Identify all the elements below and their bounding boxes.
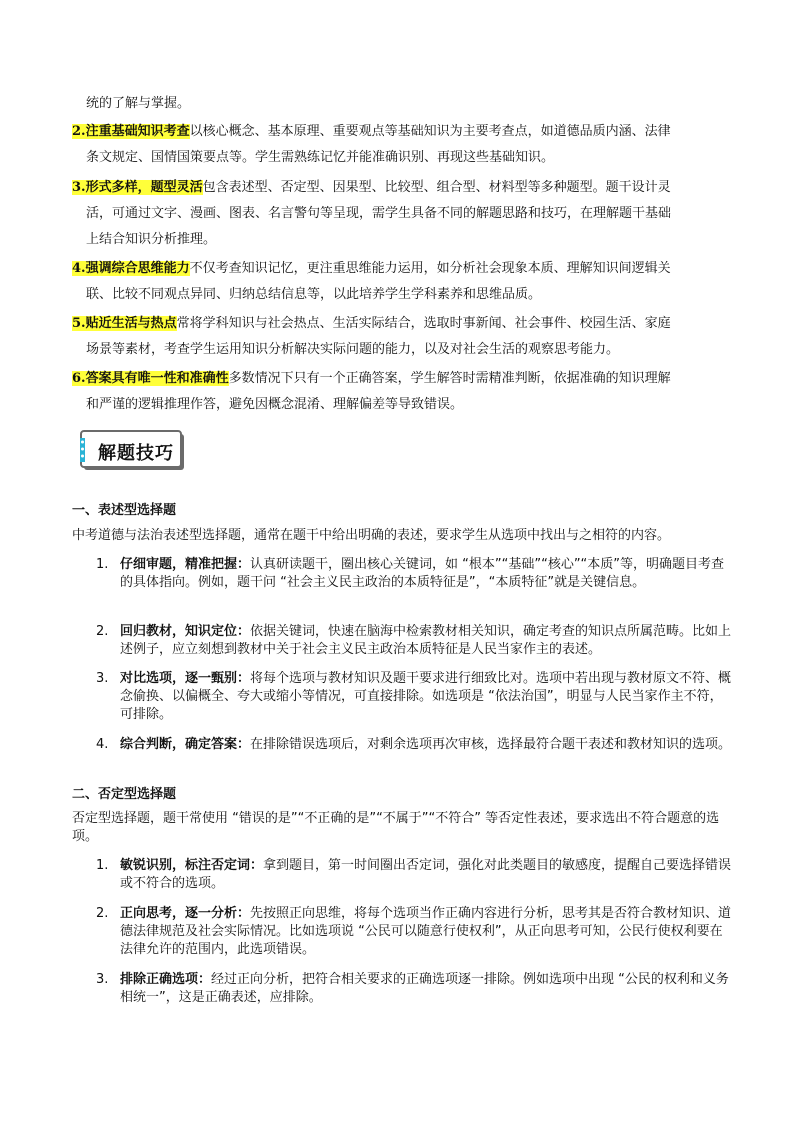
list-item [96, 670, 732, 724]
item-number: 1. [96, 858, 109, 873]
feature-line: 以核心概念、基本原理、重要观点等基础知识为主要考查点，如道德品质内涵、法律 [189, 124, 671, 139]
feature-4 [72, 256, 732, 308]
feature-line: 常将学科知识与社会热点、生活实际结合，选取时事新闻、社会事件、校园生活、家庭 [176, 316, 671, 331]
feature-2 [72, 119, 732, 171]
feature-highlight: 3.形式多样，题型灵活 [72, 180, 203, 195]
feature-line: 条文规定、国情国策要点等。学生需熟练记忆并能准确识别、再现这些基础知识。 [86, 150, 555, 165]
item-text: 经过正向分析，把符合相关要求的正确选项逐一排除。例如选项中出现 “公民的权利和义务相统一”，这是正确表述，应排除。 [120, 972, 729, 1005]
section-badge [80, 430, 186, 472]
item-text: 在排除错误选项后，对剩余选项再次审核，选择最符合题干表述和教材知识的选项。 [250, 737, 732, 752]
feature-line: 统的了解与掌握。 [86, 96, 191, 111]
item-number: 2. [96, 624, 109, 639]
item-lead: 综合判断，确定答案： [120, 737, 251, 752]
list-item [96, 623, 732, 659]
item-text: 将每个选项与教材知识及题干要求进行细致比对。选项中若出现与教材原文不符、概念偷换、以偏概全、夸大或缩小等情况，可直接排除。如选项是 “依法治国”，明显与人民当家作主不符，可排除。 [120, 671, 732, 722]
item-number: 1. [96, 557, 109, 572]
item-text: 依据关键词，快速在脑海中检索教材相关知识，确定考查的知识点所属范畴。比如上述例子，应立刻想到教材中关于社会主义民主政治本质特征是人民当家作主的表述。 [120, 624, 732, 657]
item-number: 3. [96, 972, 109, 987]
list-item [96, 857, 732, 893]
feature-line: 上结合知识分析推理。 [86, 232, 217, 247]
item-text: 认真研读题干，圈出核心关键词，如 “根本”“基础”“核心”“本质”等，明确题目考查的具体指向。例如，题干问 “社会主义民主政治的本质特征是”，“本质特征”就是关键信息。 [120, 557, 725, 590]
feature-highlight: 4.强调综合思维能力 [72, 261, 190, 276]
feature-highlight: 5.贴近生活与热点 [72, 316, 177, 331]
feature-line: 活，可通过文字、漫画、图表、名言警句等呈现，需学生具备不同的解题思路和技巧，在理解题干基础 [86, 206, 672, 221]
feature-line: 多数情况下只有一个正确答案，学生解答时需精准判断，依据准确的知识理解 [228, 371, 671, 386]
feature-line: 不仅考查知识记忆，更注重思维能力运用，如分析社会现象本质、理解知识间逻辑关 [189, 261, 671, 276]
badge-label: 解题技巧 [98, 443, 174, 464]
item-lead: 正向思考，逐一分析： [120, 906, 251, 921]
item-number: 2. [96, 906, 109, 921]
feature-line: 场景等素材，考查学生运用知识分析解决实际问题的能力，以及对社会生活的观察思考能力。 [86, 342, 620, 357]
section-heading: 一、表述型选择题 [72, 503, 177, 518]
section-intro: 中考道德与法治表述型选择题，通常在题干中给出明确的表述，要求学生从选项中找出与之相符的内容。 [72, 528, 671, 543]
section-heading: 二、否定型选择题 [72, 787, 177, 802]
feature-3 [72, 175, 732, 253]
item-lead: 仔细审题，精准把握： [120, 557, 251, 572]
feature-1-tail [72, 91, 732, 117]
item-text: 先按照正向思维，将每个选项当作正确内容进行分析，思考其是否符合教材知识、道德法律规范及社会实际情况。比如选项说 “公民可以随意行使权利”，从正向思考可知，公民行使权利要在法律允许的范围内，此选项错误。 [120, 906, 732, 957]
feature-highlight: 6.答案具有唯一性和准确性 [72, 371, 229, 386]
feature-line: 包含表述型、否定型、因果型、比较型、组合型、材料型等多种题型。题干设计灵 [202, 180, 671, 195]
item-lead: 回归教材，知识定位： [120, 624, 251, 639]
list-item [96, 736, 732, 754]
item-number: 4. [96, 737, 109, 752]
list-item [96, 971, 732, 1007]
item-text: 拿到题目，第一时间圈出否定词，强化对此类题目的敏感度，提醒自己要选择错误或不符合的选项。 [120, 858, 732, 891]
item-number: 3. [96, 671, 109, 686]
item-lead: 敏锐识别，标注否定词： [120, 858, 264, 873]
item-lead: 排除正确选项： [120, 972, 212, 987]
feature-line: 联、比较不同观点异同、归纳总结信息等，以此培养学生学科素养和思维品质。 [86, 287, 542, 302]
feature-5 [72, 311, 732, 363]
feature-highlight: 2.注重基础知识考查 [72, 124, 190, 139]
list-item [96, 556, 732, 592]
list-item [96, 905, 732, 959]
feature-line: 和严谨的逻辑推理作答，避免因概念混淆、理解偏差等导致错误。 [86, 397, 464, 412]
feature-6 [72, 366, 732, 418]
item-lead: 对比选项，逐一甄别： [120, 671, 251, 686]
section-intro: 否定型选择题，题干常使用 “错误的是”“不正确的是”“不属于”“不符合” 等否定性表述，要求选出不符合题意的选项。 [72, 811, 720, 844]
